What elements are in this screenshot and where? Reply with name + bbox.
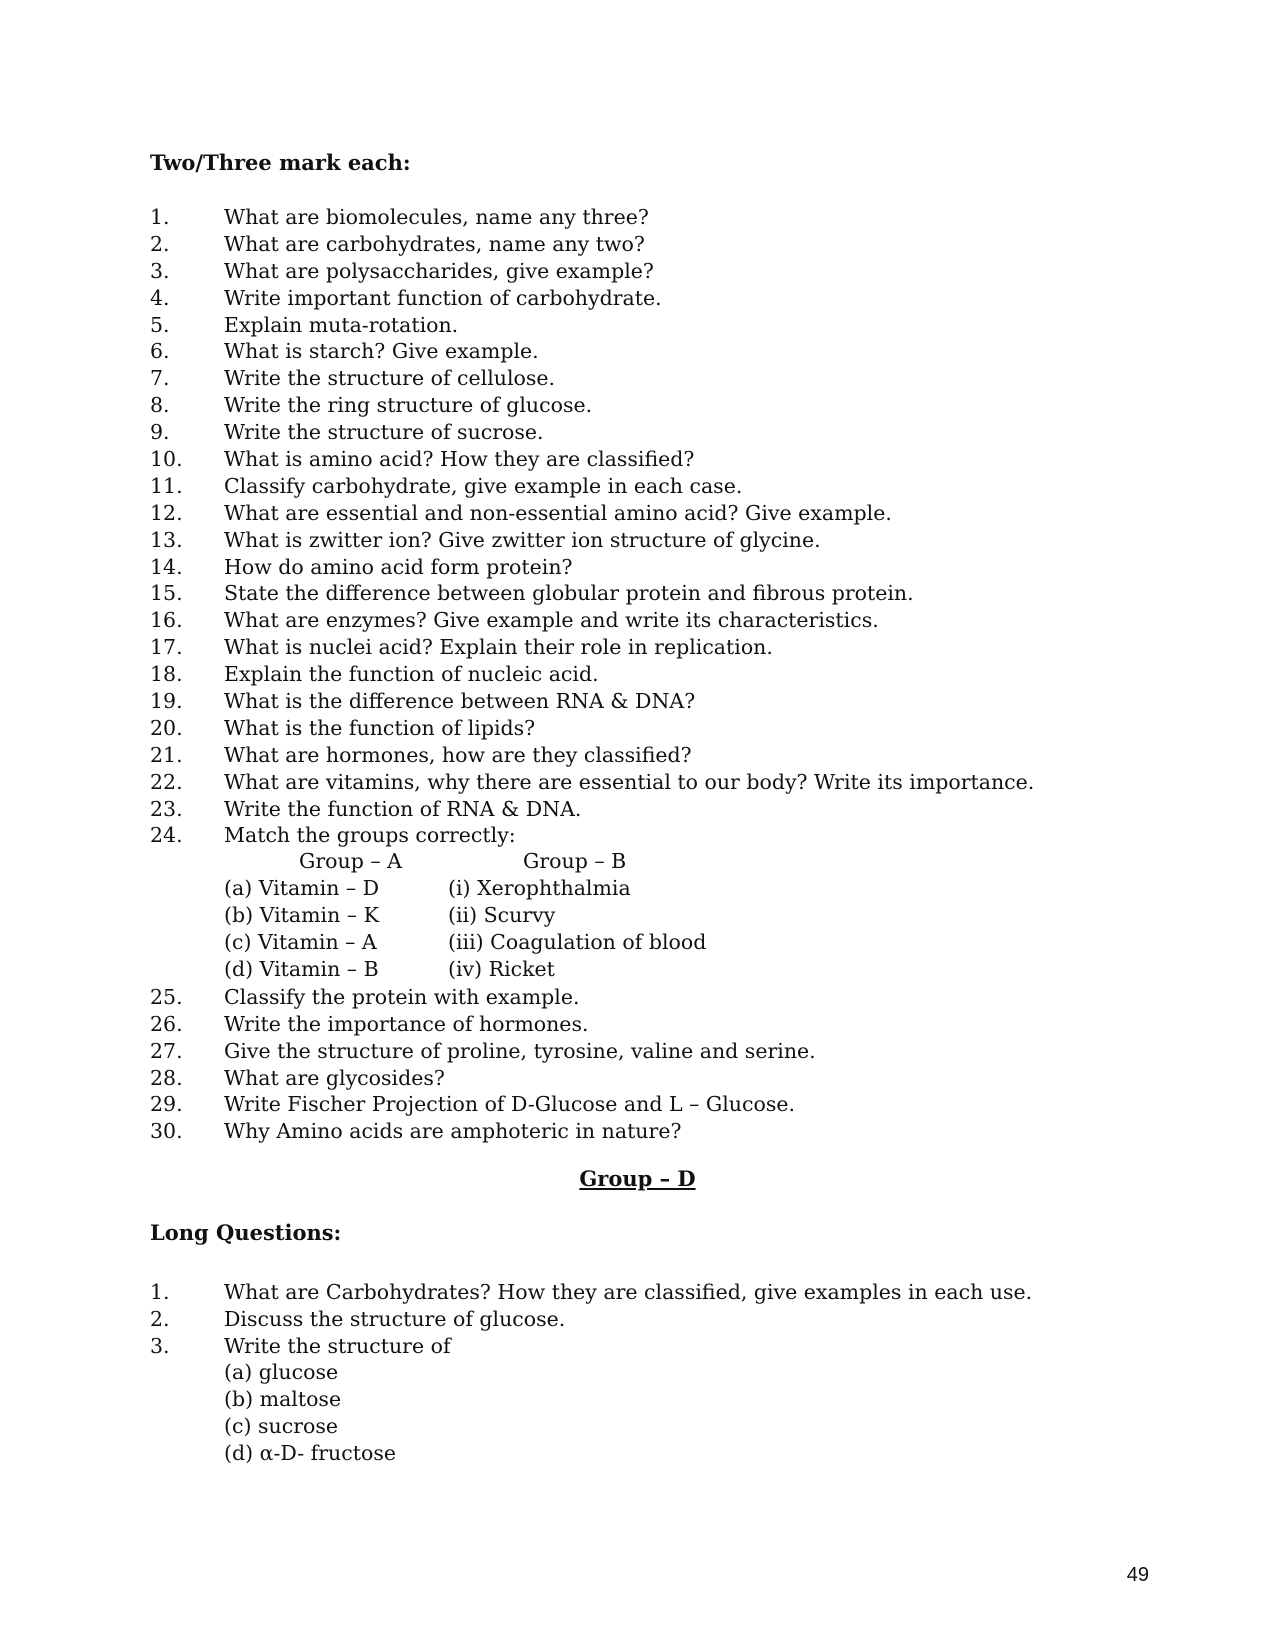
question-text: Write the ring structure of glucose.	[224, 393, 593, 418]
question-number: 12.	[150, 500, 183, 525]
question-item	[150, 392, 1034, 419]
question-item	[150, 473, 1034, 500]
question-text: What are vitamins, why there are essential to our body? Write its importance.	[224, 769, 1035, 794]
question-number: 8.	[150, 393, 170, 418]
question-text: How do amino acid form protein?	[224, 554, 573, 579]
question-item	[150, 312, 1034, 339]
question-number: 10.	[150, 447, 183, 472]
question-text: Write important function of carbohydrate.	[224, 285, 662, 310]
question-item	[150, 231, 1034, 258]
question-item	[150, 365, 1034, 392]
question-item	[150, 580, 1034, 607]
question-number: 19.	[150, 689, 183, 714]
match-header-row	[224, 848, 706, 875]
question-item	[150, 769, 1034, 796]
question-number: 29.	[150, 1092, 183, 1117]
question-number: 24.	[150, 823, 183, 848]
question-number: 15.	[150, 581, 183, 606]
question-text: Explain the function of nucleic acid.	[224, 662, 599, 687]
question-item	[150, 258, 1034, 285]
question-item	[150, 607, 1034, 634]
match-row	[224, 956, 706, 983]
question-text: Classify carbohydrate, give example in each case.	[224, 473, 743, 498]
question-number: 21.	[150, 742, 183, 767]
question-text: Why Amino acids are amphoteric in nature?	[224, 1119, 682, 1144]
question-number: 3.	[150, 1333, 170, 1358]
question-item	[150, 822, 1034, 849]
match-cell-b: (iv) Ricket	[448, 956, 555, 981]
question-item	[150, 1279, 1032, 1306]
question-text: Discuss the structure of glucose.	[224, 1306, 566, 1331]
match-cell-a: (c) Vitamin – A	[224, 929, 377, 954]
question-number: 18.	[150, 662, 183, 687]
question-number: 6.	[150, 339, 170, 364]
group-a-label: Group – A	[299, 849, 402, 873]
question-number: 2.	[150, 1306, 170, 1331]
question-number: 1.	[150, 205, 170, 229]
question-number: 26.	[150, 1011, 183, 1036]
page-number: 49	[1126, 1564, 1149, 1586]
question-number: 4.	[150, 285, 170, 310]
question-text: What are glycosides?	[224, 1065, 445, 1090]
match-row	[224, 902, 706, 929]
question-number: 7.	[150, 366, 170, 391]
subpart-item: (d) α-D- fructose	[224, 1440, 396, 1465]
question-text: Explain muta-rotation.	[224, 312, 459, 337]
question-text: What is starch? Give example.	[224, 339, 539, 364]
question-item	[150, 984, 1034, 1011]
long-question-list	[150, 1279, 1032, 1360]
question-item	[150, 661, 1034, 688]
question-number: 11.	[150, 473, 183, 498]
question-text: Write the function of RNA & DNA.	[224, 796, 582, 821]
question-text: What is nuclei acid? Explain their role in replication.	[224, 635, 773, 660]
question-item	[150, 419, 1034, 446]
question-item	[150, 1038, 1034, 1065]
question-text: What is amino acid? How they are classified?	[224, 447, 695, 472]
match-cell-b: (ii) Scurvy	[448, 902, 556, 927]
question-item	[150, 1065, 1034, 1092]
question-text: What are enzymes? Give example and write its characteristics.	[224, 608, 879, 633]
match-cell-a: (a) Vitamin – D	[224, 875, 380, 900]
question-number: 1.	[150, 1280, 170, 1304]
question-text: Give the structure of proline, tyrosine, valine and serine.	[224, 1038, 816, 1063]
question-number: 30.	[150, 1119, 183, 1144]
question-text: What is the function of lipids?	[224, 715, 536, 740]
question-text: What are polysaccharides, give example?	[224, 258, 654, 283]
question-text: What are carbohydrates, name any two?	[224, 231, 645, 256]
question-number: 16.	[150, 608, 183, 633]
question-number: 2.	[150, 231, 170, 256]
subpart-item: (b) maltose	[224, 1386, 342, 1411]
question-text: Classify the protein with example.	[224, 984, 580, 1009]
group-d-title: Group – D	[579, 1166, 696, 1191]
question-item	[150, 1091, 1034, 1118]
heading-long-questions: Long Questions:	[150, 1220, 342, 1245]
long-q3-subparts	[224, 1359, 396, 1467]
question-item	[150, 742, 1034, 769]
question-number: 17.	[150, 635, 183, 660]
match-cell-a: (b) Vitamin – K	[224, 902, 379, 927]
question-item	[150, 527, 1034, 554]
question-item	[150, 500, 1034, 527]
question-item	[150, 285, 1034, 312]
question-text: State the difference between globular protein and fibrous protein.	[224, 581, 914, 606]
two-three-question-list	[150, 204, 1034, 1145]
subpart-item: (a) glucose	[224, 1360, 339, 1384]
question-text: Write the structure of	[224, 1333, 451, 1358]
question-item	[150, 1118, 1034, 1145]
question-text: Write the importance of hormones.	[224, 1011, 589, 1036]
question-item	[150, 715, 1034, 742]
question-text: What are Carbohydrates? How they are classified, give examples in each use.	[224, 1280, 1033, 1304]
match-groups-table	[224, 848, 706, 982]
match-cell-b: (i) Xerophthalmia	[448, 875, 631, 900]
question-number: 22.	[150, 769, 183, 794]
question-text: What are essential and non-essential amino acid? Give example.	[224, 500, 892, 525]
question-item	[150, 338, 1034, 365]
subpart-item: (c) sucrose	[224, 1413, 338, 1438]
question-item	[150, 688, 1034, 715]
question-number: 14.	[150, 554, 183, 579]
question-number: 3.	[150, 258, 170, 283]
question-text: Write Fischer Projection of D-Glucose and L – Glucose.	[224, 1092, 795, 1117]
question-item	[150, 554, 1034, 581]
question-item	[150, 1011, 1034, 1038]
question-number: 27.	[150, 1038, 183, 1063]
question-number: 23.	[150, 796, 183, 821]
question-number: 9.	[150, 420, 170, 445]
question-item	[150, 204, 1034, 231]
match-row	[224, 929, 706, 956]
question-item	[150, 634, 1034, 661]
question-number: 13.	[150, 527, 183, 552]
question-number: 25.	[150, 984, 183, 1009]
match-cell-a: (d) Vitamin – B	[224, 956, 379, 981]
question-text: What are biomolecules, name any three?	[224, 205, 649, 229]
question-text: What is zwitter ion? Give zwitter ion structure of glycine.	[224, 527, 821, 552]
question-text: Match the groups correctly:	[224, 823, 516, 848]
question-number: 5.	[150, 312, 170, 337]
group-b-label: Group – B	[523, 849, 627, 873]
question-item	[150, 1306, 1032, 1333]
question-text: Write the structure of cellulose.	[224, 366, 556, 391]
question-number: 28.	[150, 1065, 183, 1090]
heading-two-three-mark: Two/Three mark each:	[150, 150, 411, 175]
question-item	[150, 446, 1034, 473]
question-text: Write the structure of sucrose.	[224, 420, 544, 445]
match-cell-b: (iii) Coagulation of blood	[448, 929, 707, 954]
question-item	[150, 1333, 1032, 1360]
question-number: 20.	[150, 715, 183, 740]
question-text: What is the difference between RNA & DNA?	[224, 689, 696, 714]
question-item	[150, 796, 1034, 823]
match-row	[224, 875, 706, 902]
question-text: What are hormones, how are they classified?	[224, 742, 692, 767]
